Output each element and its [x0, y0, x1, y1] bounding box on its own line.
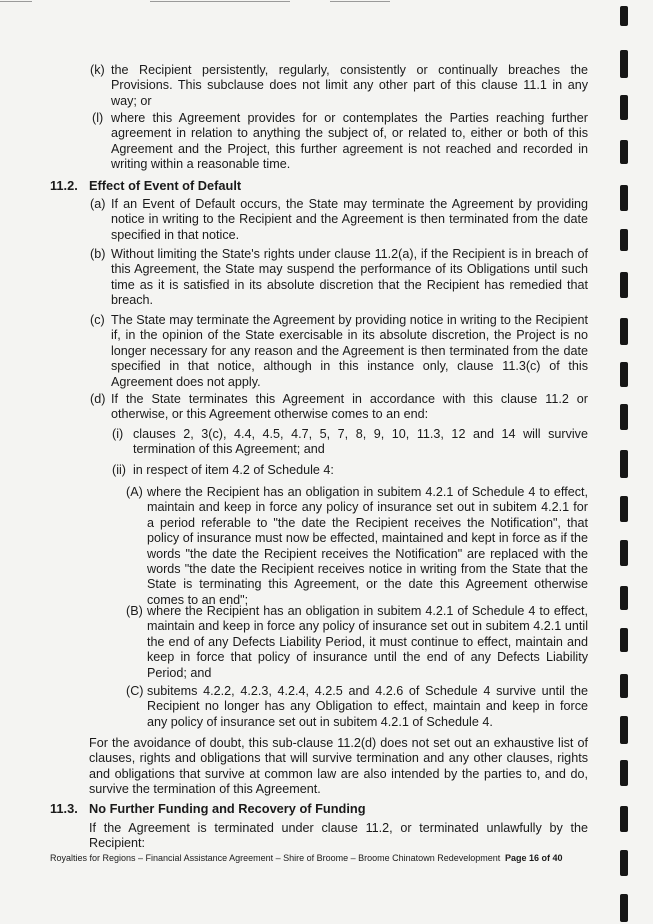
item-label: (k): [90, 63, 105, 77]
clause-11-2-d-ii-text: in respect of item 4.2 of Schedule 4:: [133, 463, 334, 477]
clause-heading: Effect of Event of Default: [89, 178, 242, 193]
clause-11-2-d-ii-B-text: where the Recipient has an obligation in subitem 4.2.1 of Schedule 4 to effect, maintain and keep in force any policy of insurance set out in subitem 4.2.1 until the end of any Defects Liability Period, it must continue to effect, maintain and keep in force that policy of insurance until the end of any Defects Liability Period; and: [147, 604, 588, 680]
item-label: (a): [90, 197, 106, 211]
avoidance-paragraph: For the avoidance of doubt, this sub-clause 11.2(d) does not set out an exhaustive list of clauses, rights and obligations that will survive termination and any other clauses, rights and obligations that survive at common law are also intended by the parties to, and do, survive the termination of this Agreement.: [89, 736, 588, 797]
item-label: (C): [126, 684, 144, 698]
item-label: (ii): [112, 463, 126, 477]
clause-heading: No Further Funding and Recovery of Funding: [89, 801, 366, 816]
item-label: (d): [90, 392, 106, 406]
item-label: (i): [112, 427, 124, 441]
page-number: Page 16 of 40: [505, 853, 563, 863]
item-label: (A): [126, 485, 143, 499]
item-label: (l): [92, 111, 104, 125]
clause-11-1-l-text: where this Agreement provides for or contemplates the Parties reaching further agreement in relation to anything the subject of, or related to, either or both of this Agreement and the Project, this further agreement is not reached and recorded in writing within a reasonable time.: [111, 111, 588, 172]
clause-11-2-b-text: Without limiting the State's rights under clause 11.2(a), if the Recipient is in breach of this Agreement, the State may suspend the performance of its Obligations until such time as it is satisfied in its absolute discretion that the Recipient has remedied that breach.: [111, 247, 588, 308]
clause-11-2-c-text: The State may terminate the Agreement by providing notice in writing to the Recipient if, in the opinion of the State exercisable in its absolute discretion, the Project is no longer necessary for any reason and the Agreement is then terminated from the date specified in that notice, although in this instance only, clause 11.3(c) of this Agreement does not apply.: [111, 313, 588, 389]
clause-11-2-d-i-text: clauses 2, 3(c), 4.4, 4.5, 4.7, 5, 7, 8, 9, 10, 11.3, 12 and 14 will survive termination of this Agreement; and: [133, 427, 588, 457]
scan-top-edge: [0, 0, 653, 4]
clause-11-1-k-text: the Recipient persistently, regularly, consistently or continually breaches the Provisions. This subclause does not limit any other part of this clause 11.1 in any way; or: [111, 63, 588, 108]
item-label: (B): [126, 604, 143, 618]
clause-number: 11.3.: [50, 801, 78, 816]
clause-11-2-d-ii-A-text: where the Recipient has an obligation in subitem 4.2.1 of Schedule 4 to effect, maintain and keep in force any policy of insurance set out in subitem 4.2.1 for a period referable to "the date the Recipient receives the Notification", that policy of insurance must now be effected, maintained and kept in force as if the words "the date the Recipient receives the Notification" are replaced with the words "the date the Recipient receives notice in writing from the State that the State is terminating this Agreement, or the date this Agreement otherwise comes to an end";: [147, 485, 588, 607]
footer-title: Royalties for Regions – Financial Assistance Agreement – Shire of Broome – Broome Chinatown Redevelopment: [50, 853, 501, 863]
clause-11-2-a-text: If an Event of Default occurs, the State may terminate the Agreement by providing notice in writing to the Recipient and the Agreement is then terminated from the date specified in that notice.: [111, 197, 588, 242]
clause-11-2-d-text: If the State terminates this Agreement in accordance with this clause 11.2 or otherwise, or this Agreement otherwise comes to an end:: [111, 392, 588, 422]
item-label: (c): [90, 313, 105, 327]
clause-11-2-d-ii-C-text: subitems 4.2.2, 4.2.3, 4.2.4, 4.2.5 and 4.2.6 of Schedule 4 survive until the Recipient no longer has any Obligation to effect, maintain and keep in force any policy of insurance set out in subitem 4.2.1 of Schedule 4.: [147, 684, 588, 729]
clause-11-3-text: If the Agreement is terminated under clause 11.2, or terminated unlawfully by the Recipient:: [89, 821, 588, 851]
clause-number: 11.2.: [50, 178, 78, 193]
item-label: (b): [90, 247, 106, 261]
